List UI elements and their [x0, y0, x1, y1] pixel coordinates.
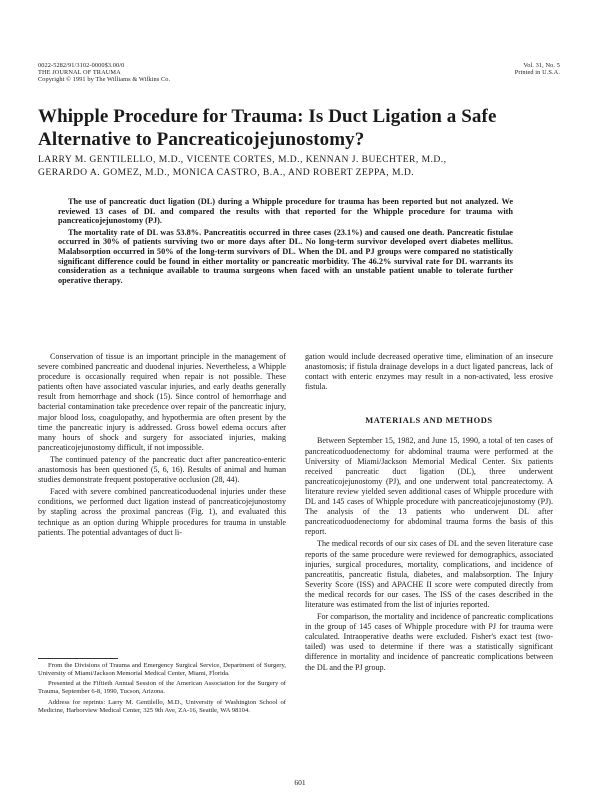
footnotes [38, 662, 286, 717]
journal-header-line: THE JOURNAL OF TRAUMA [38, 69, 121, 77]
footnote-rule [38, 658, 118, 659]
author-line: LARRY M. GENTILELLO, M.D., VICENTE CORTES, M.D., KENNAN J. BUECHTER, M.D., [38, 154, 447, 165]
body-paragraph: The continued patency of the pancreatic duct after pancreatico-enteric anastomosis has been questioned (5, 6, 16). Results of animal and human studies demonstrate frequent postoperative occlusion (28, 44). [38, 454, 286, 485]
abstract-paragraph: The use of pancreatic duct ligation (DL) during a Whipple procedure for trauma has been reported but not analyzed. We reviewed 13 cases of DL and compared the results with that reported for the Whipple procedure for trauma with pancreaticojejunostomy (PJ). [58, 197, 513, 226]
journal-header-right [515, 62, 560, 76]
body-column-right [305, 352, 553, 675]
journal-header-line: 0022-5282/91/3102-0000$3.00/0 [38, 62, 125, 69]
journal-volume: Vol. 31, No. 5 [523, 62, 560, 69]
body-column-left [38, 352, 286, 540]
body-paragraph: Conservation of tissue is an important principle in the management of severe combined pancreatic and duodenal injuries. Nevertheless, a Whipple procedure is occasionally required when repair is not possible. These patients often have associated vascular injuries, and early deaths generally result from hemorrhage and shock (15). Since control of hemorrhage and bacterial contamination take precedence over repair of the pancreatic injury, major blood loss, coagulopathy, and hypothermia are often present by the time the pancreatic injury is addressed. Gross bowel edema occurs after many hours of shock and surgery for associated injuries, making pancreaticojejunostomy difficult, if not impossible. [38, 352, 286, 452]
body-paragraph: Faced with severe combined pancreaticoduodenal injuries under these conditions, we performed duct ligation instead of pancreaticojejunostomy by stapling across the proximal pancreas (Fig. 1), and evaluated this technique as an option during Whipple procedures for trauma in unstable patients. The potential advantages of duct li- [38, 487, 286, 537]
methods-paragraph: For comparison, the mortality and incidence of pancreatic complications in the group of 145 cases of Whipple procedure with PJ for trauma were calculated. Intraoperative deaths were excluded. Fisher's exact test (two-tailed) was used to determine if there was a statistically significant difference in mortality and incidence of pancreatic complications between the DL and the PJ group. [305, 612, 553, 672]
author-line: GERARDO A. GOMEZ, M.D., MONICA CASTRO, B.A., AND ROBERT ZEPPA, M.D. [38, 166, 415, 178]
footnote: From the Divisions of Trauma and Emergency Surgical Service, Department of Surgery, University of Miami/Jackson Memorial Medical Center, Miami, Florida. [38, 662, 286, 677]
abstract-paragraph: The mortality rate of DL was 53.8%. Pancreatitis occurred in three cases (23.1%) and caused one death. Pancreatic fistulae occurred in 30% of patients surviving two or more days after DL. No long-term survivor developed overt diabetes mellitus. Malabsorption occurred in 50% of the long-term survivors of DL. When the DL and PJ groups were compared no statistically significant difference could be found in either mortality or pancreatic morbidity. The 46.2% survival rate for DL warrants its consideration as a technique available to trauma surgeons when faced with an unstable patient unable to tolerate further operative therapy. [58, 227, 513, 285]
abstract [58, 197, 513, 287]
section-heading-methods: MATERIALS AND METHODS [365, 416, 493, 426]
journal-header-left [38, 62, 170, 84]
body-paragraph: gation would include decreased operative time, elimination of an insecure anastomosis; if fistula drainage develops in a duct ligated pancreas, lack of contact with enteric enzymes may result in a non-activated, less erosive fistula. [305, 352, 553, 392]
methods-paragraph: Between September 15, 1982, and June 15, 1990, a total of ten cases of pancreaticoduodenectomy for abdominal trauma were performed at the University of Miami/Jackson Memorial Medical Center. Six patients received pancreatic duct ligation (DL), three underwent pancreaticojejunostomy (PJ), and one underwent total pancreatectomy. A literature review yielded seven additional cases of Whipple procedure with DL and 145 cases of Whipple procedure with pancreaticojejunostomy (PJ). The analysis of the 13 patients who underwent DL after pancreaticoduodenectomy for abdominal trauma forms the basis of this report. [305, 436, 553, 537]
author-list [38, 154, 573, 179]
page-number: 601 [294, 778, 306, 787]
footnote: Address for reprints: Larry M. Gentilello, M.D., University of Washington School of Medicine, Harborview Medical Center, 325 9th Ave, ZA-16, Seattle, WA 98104. [38, 698, 286, 714]
footnote: Presented at the Fiftieth Annual Session of the American Association for the Surgery of Trauma, September 6-8, 1990, Tucson, Arizona. [38, 680, 286, 696]
journal-printed: Printed in U.S.A. [514, 69, 560, 77]
article-title: Whipple Procedure for Trauma: Is Duct Ligation a Safe Alternative to Pancreaticojejunostomy? [38, 106, 497, 150]
methods-paragraph: The medical records of our six cases of DL and the seven literature case reports of the same procedure were reviewed for demographics, associated injuries, surgical procedures, mortality, complications, and incidence of pancreatitis, pancreatic fistula, diabetes, and malabsorption. The Injury Severity Score (ISS) and APACHE II score were computed directly from the medical records for our cases. The ISS of the cases described in the literature was estimated from the list of injuries reported. [305, 539, 553, 609]
journal-header-line: Copyright © 1991 by The Williams & Wilkins Co. [38, 76, 171, 84]
